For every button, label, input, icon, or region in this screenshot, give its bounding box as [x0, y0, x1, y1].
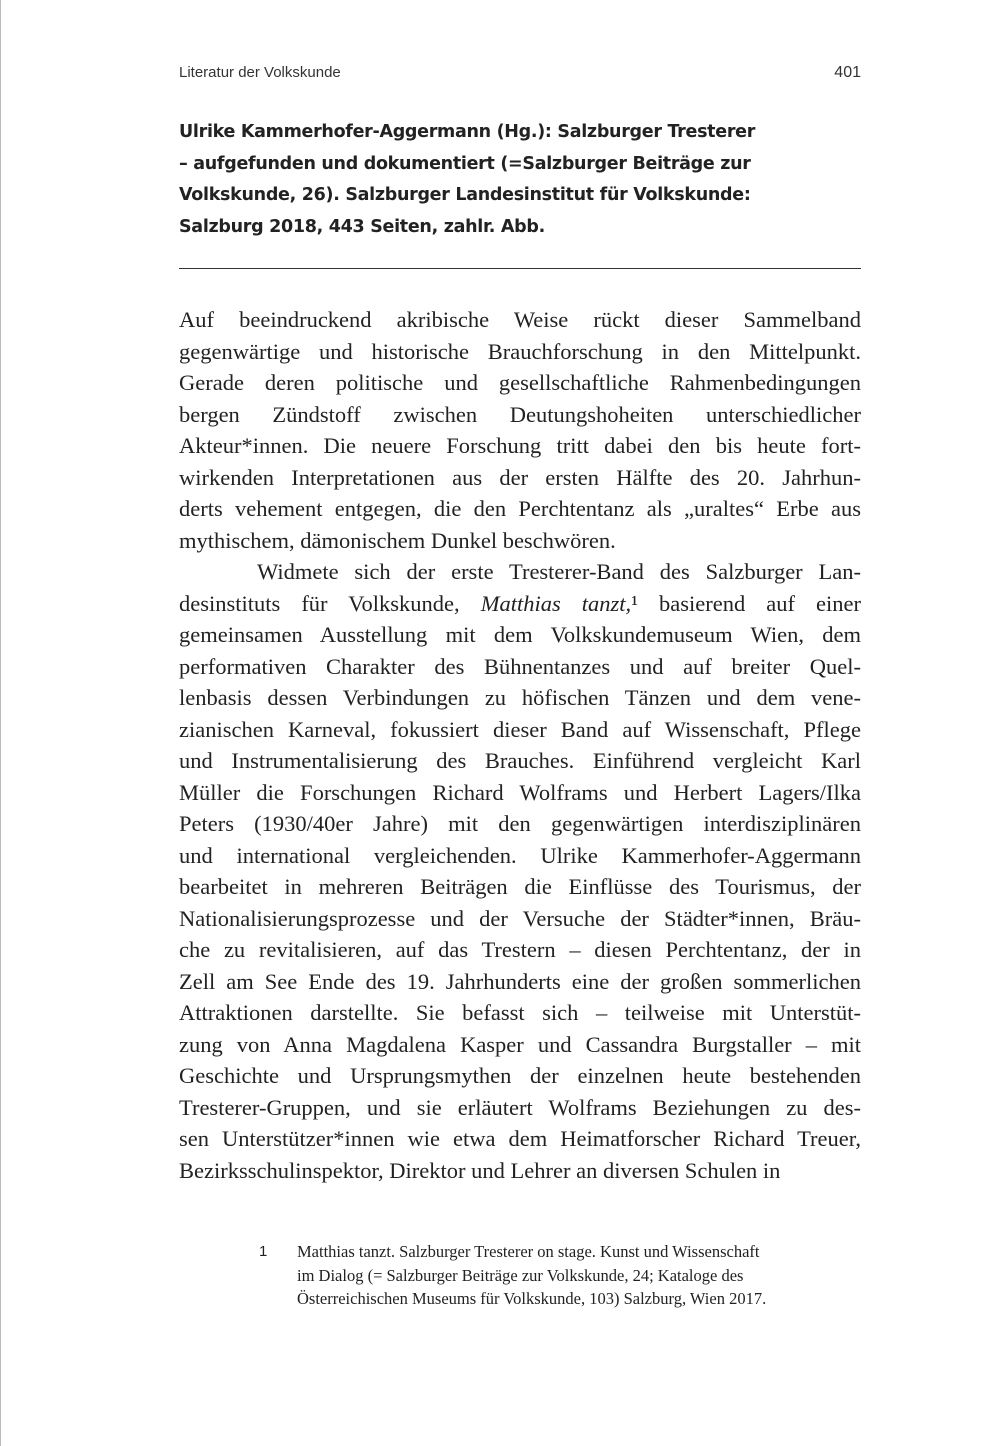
text-line: Tresterer-Gruppen, und sie erläutert Wolframs Beziehungen zu des-	[179, 1094, 861, 1120]
text-line: Attraktionen darstellte. Sie befasst sich – teilweise mit Unterstüt-	[179, 1000, 861, 1025]
divider	[179, 268, 861, 269]
footnote-line: im Dialog (= Salzburger Beiträge zur Volkskunde, 24; Kataloge des	[297, 1265, 744, 1285]
text-line: gegenwärtige und historische Brauchforschung in den Mittelpunkt.	[179, 338, 861, 364]
text-line: zianischen Karneval, fokussiert dieser Band auf Wissenschaft, Pflege	[179, 716, 861, 742]
paragraph-1	[179, 304, 861, 556]
text-line: wirkenden Interpretationen aus der ersten Hälfte des 20. Jahrhun-	[179, 464, 861, 490]
running-header	[179, 64, 861, 81]
cited-title: Matthias tanzt,	[480, 590, 632, 616]
footnote-line: Matthias tanzt. Salzburger Tresterer on stage. Kunst und Wissenschaft	[297, 1242, 760, 1261]
text-line: Müller die Forschungen Richard Wolframs und Herbert Lagers/Ilka	[179, 779, 861, 805]
text-line: Geschichte und Ursprungsmythen der einzelnen heute bestehenden	[179, 1063, 861, 1088]
text-line: bergen Zündstoff zwischen Deutungshoheiten unterschiedlicher	[179, 401, 861, 427]
running-title: Literatur der Volkskunde	[179, 64, 341, 81]
footnote	[259, 1240, 859, 1311]
text-line: desinstituts für Volkskunde, Matthias tanzt,¹ basierend auf einer	[179, 590, 862, 616]
text-line: derts vehement entgegen, die den Perchtentanz als „uraltes“ Erbe aus	[179, 496, 861, 521]
text-line: performativen Charakter des Bühnentanzes und auf breiter Quel-	[179, 653, 861, 679]
title-line: – aufgefunden und dokumentiert (=Salzburger Beiträge zur	[179, 153, 751, 174]
text-line: Peters (1930/40er Jahre) mit den gegenwärtigen interdisziplinären	[179, 811, 861, 836]
text-line: sen Unterstützer*innen wie etwa dem Heimatforscher Richard Treuer,	[179, 1126, 861, 1151]
text-line: Bezirksschulinspektor, Direktor und Lehrer an diversen Schulen in	[179, 1157, 781, 1183]
text-line: Akteur*innen. Die neuere Forschung tritt dabei den bis heute fort-	[179, 433, 861, 458]
text-line: Nationalisierungsprozesse und der Versuche der Städter*innen, Bräu-	[179, 905, 861, 931]
title-line: Salzburg 2018, 443 Seiten, zahlr. Abb.	[179, 216, 545, 237]
text-line: mythischem, dämonischem Dunkel beschwören.	[179, 527, 616, 553]
title-line: Ulrike Kammerhofer-Aggermann (Hg.): Salzburger Tresterer	[179, 122, 756, 142]
text-line: che zu revitalisieren, auf das Trestern – diesen Perchtentanz, der in	[179, 937, 861, 962]
footnote-number: 1	[259, 1243, 268, 1260]
body-text	[179, 304, 861, 1186]
text-line: Gerade deren politische und gesellschaftliche Rahmenbedingungen	[179, 370, 861, 395]
text-line: Auf beeindruckend akribische Weise rückt dieser Sammelband	[179, 307, 861, 332]
text-line: zung von Anna Magdalena Kasper und Cassandra Burgstaller – mit	[179, 1031, 861, 1057]
footnote-line: Österreichischen Museums für Volkskunde, 103) Salzburg, Wien 2017.	[297, 1289, 767, 1308]
text-line: bearbeitet in mehreren Beiträgen die Einflüsse des Tourismus, der	[179, 874, 861, 899]
text-line: Widmete sich der erste Tresterer-Band des Salzburger Lan-	[257, 559, 861, 584]
text-line: und Instrumentalisierung des Brauches. Einführend vergleicht Karl	[179, 748, 861, 773]
text-line: und international vergleichenden. Ulrike Kammerhofer-Aggermann	[179, 842, 861, 868]
text-line: Zell am See Ende des 19. Jahrhunderts eine der großen sommerlichen	[179, 968, 861, 994]
text-line: gemeinsamen Ausstellung mit dem Volkskundemuseum Wien, dem	[179, 622, 861, 647]
review-title	[179, 117, 861, 243]
title-line: Volkskunde, 26). Salzburger Landesinstitut für Volkskunde:	[179, 185, 751, 205]
text-line: lenbasis dessen Verbindungen zu höfischen Tänzen und dem vene-	[179, 685, 861, 710]
page-number: 401	[834, 64, 861, 81]
paragraph-2	[179, 556, 861, 1186]
